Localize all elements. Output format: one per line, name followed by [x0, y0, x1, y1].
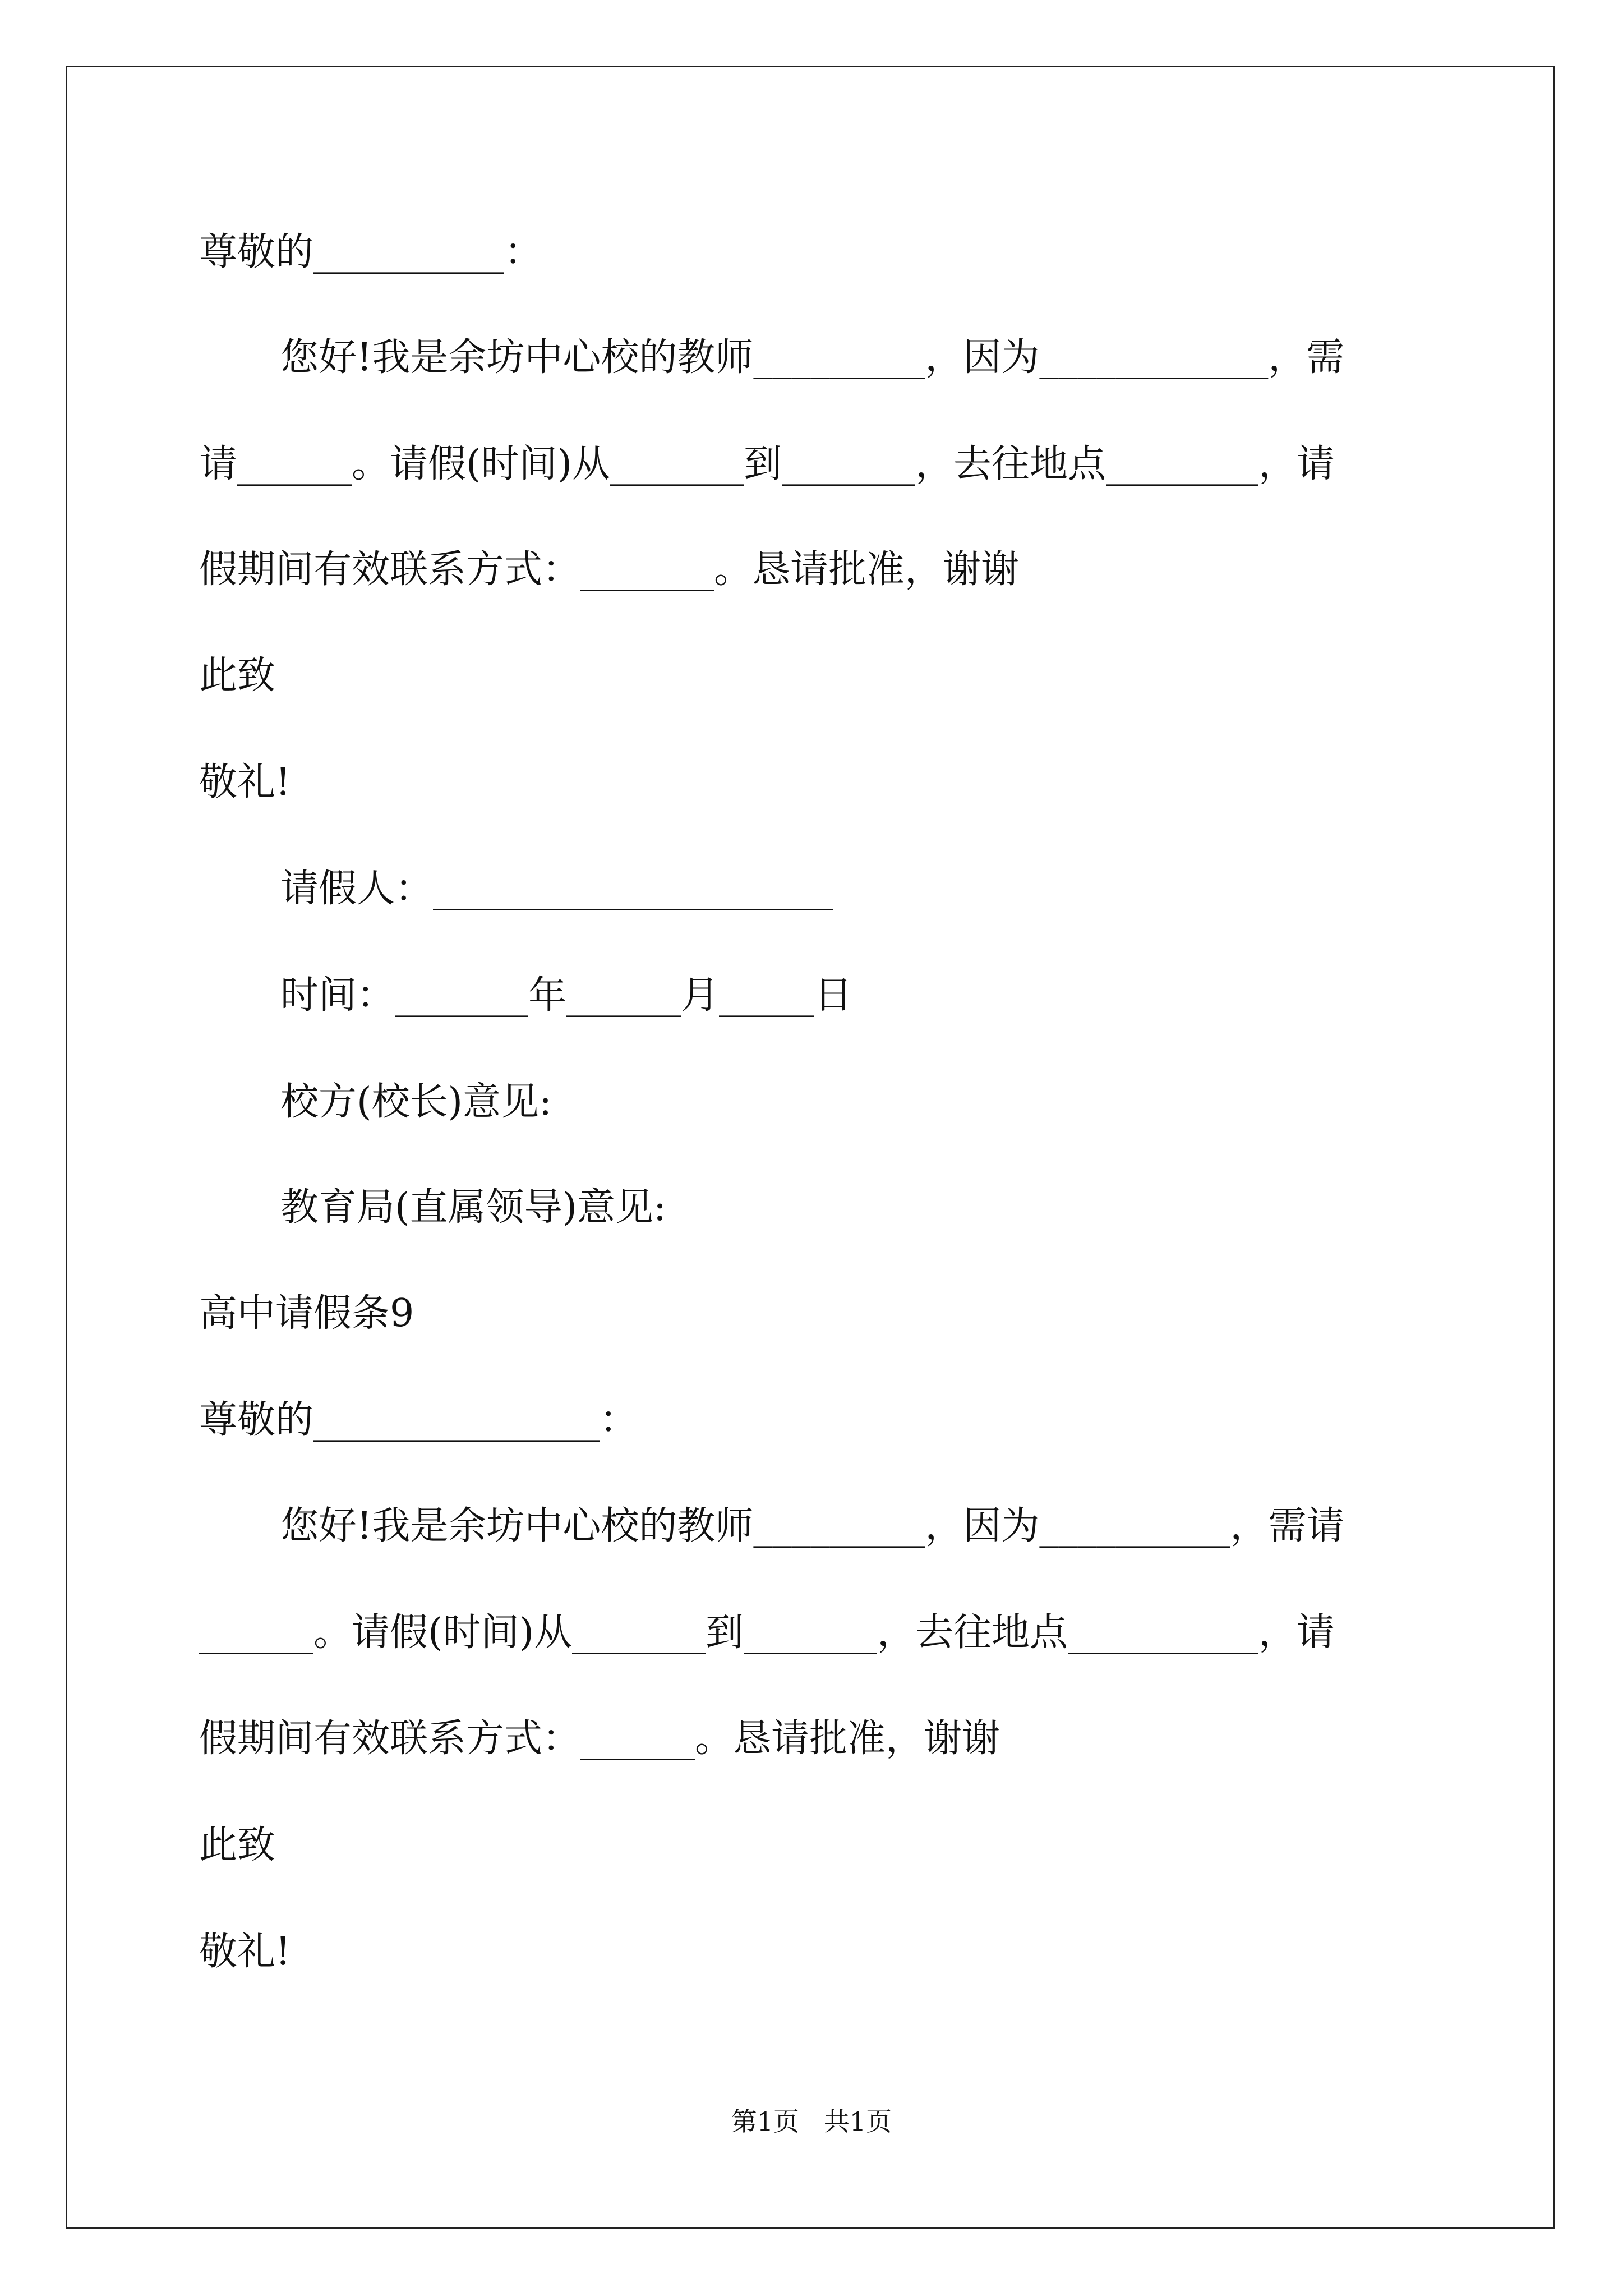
closing-1a: 此致 [199, 654, 276, 698]
body-line-1-3: 假期间有效联系方式：_______。恳请批准，谢谢 [199, 547, 1020, 592]
salutation-2: 尊敬的_______________： [199, 1398, 638, 1442]
closing-1b: 敬礼! [199, 760, 291, 804]
body-line-1-2: 请______。请假(时间)从_______到_______，去往地点________，请 [199, 442, 1335, 486]
body-line-2-1: 您好!我是余坊中心校的教师_________，因为__________，需请 [280, 1504, 1345, 1548]
body-line-1-1: 您好!我是余坊中心校的教师_________，因为____________，需 [280, 335, 1345, 380]
principal-opinion: 校方(校长)意见: [280, 1080, 552, 1124]
date-line: 时间：_______年______月_____日 [280, 973, 853, 1018]
closing-2b: 敬礼! [199, 1930, 291, 1974]
page-footer: 第1页 共1页 [731, 2106, 892, 2137]
salutation-1: 尊敬的__________： [199, 230, 543, 274]
closing-2a: 此致 [199, 1823, 276, 1867]
bureau-opinion: 教育局(直属领导)意见: [280, 1185, 666, 1230]
body-line-2-3: 假期间有效联系方式：______。恳请批准，谢谢 [199, 1717, 1000, 1761]
page-border [66, 66, 1555, 2229]
applicant-line: 请假人：_____________________ [280, 867, 834, 911]
body-line-2-2: ______。请假(时间)从_______到_______，去往地点__________，请 [199, 1611, 1335, 1655]
section-title: 高中请假条9 [199, 1291, 414, 1336]
